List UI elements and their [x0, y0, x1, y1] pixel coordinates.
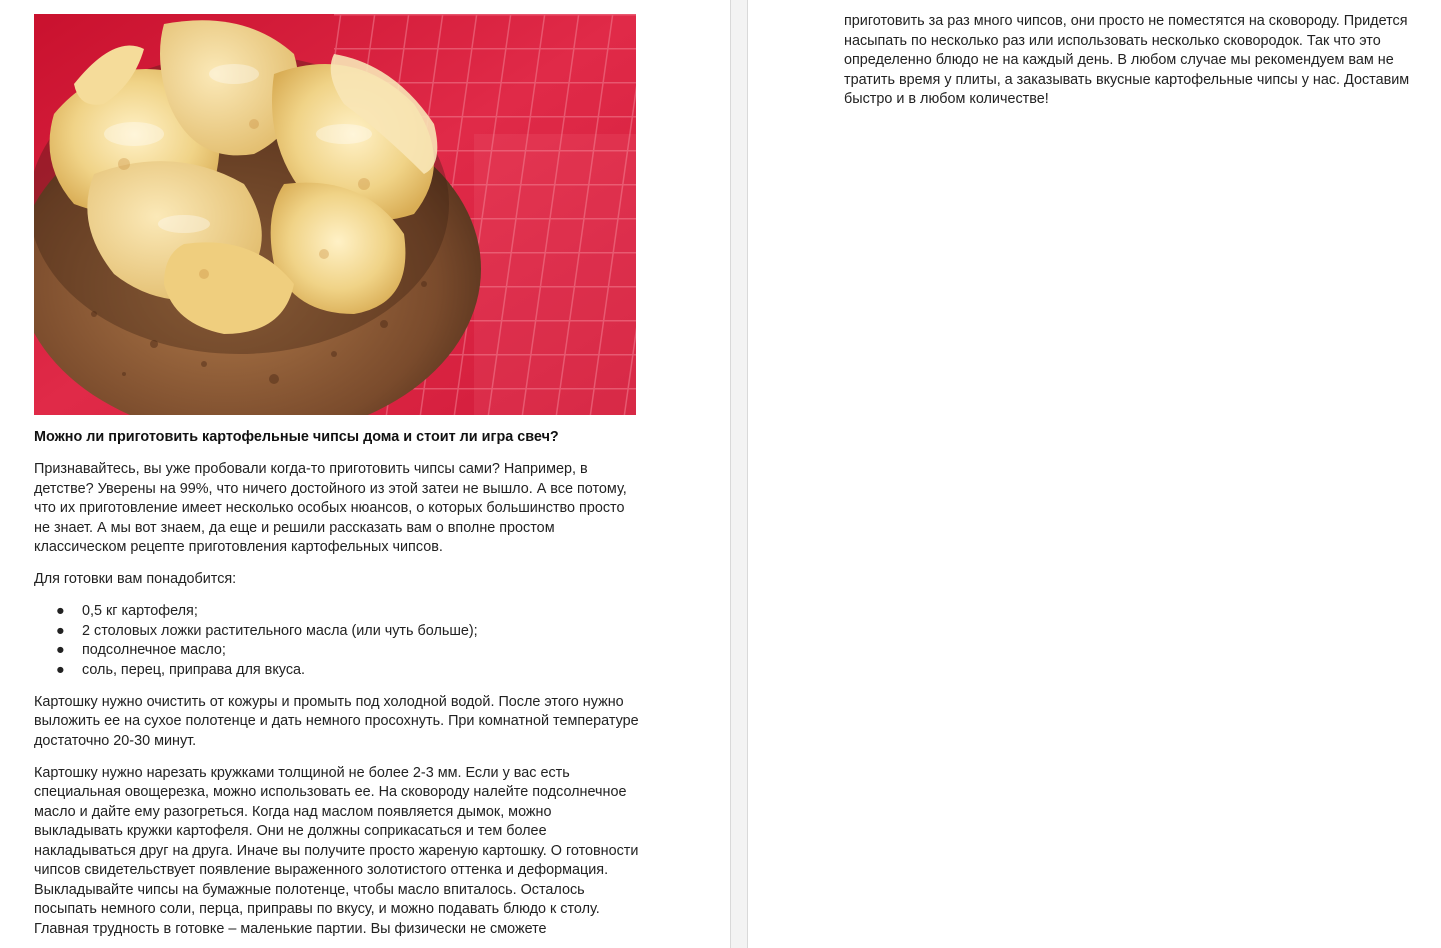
- document-page-right: [748, 0, 1441, 948]
- bullet-icon: ●: [56, 642, 65, 659]
- list-item-text: подсолнечное масло;: [82, 642, 226, 659]
- bullet-icon: ●: [56, 622, 65, 639]
- list-item: [34, 661, 644, 681]
- list-item: [34, 602, 644, 622]
- list-item-text: соль, перец, приправа для вкуса.: [82, 661, 306, 678]
- ingredients-list: [34, 602, 644, 680]
- article-heading: Можно ли приготовить картофельные чипсы дома и стоит ли игра свеч?: [34, 429, 559, 445]
- article-body: [34, 428, 644, 948]
- intro-paragraph: Признавайтесь, вы уже пробовали когда-то приготовить чипсы сами? Например, в детстве? Уверены на 99%, что ничего достойного из этой затеи не вышло. А все потому, что их приготовление имеет несколько особых нюансов, о которых большинство просто не знает. А мы вот знаем, да еще и решили рассказать вам о вполне простом классическом рецепте приготовления картофельных чипсов.: [34, 461, 627, 556]
- ingredients-intro: Для готовки вам понадобится:: [34, 571, 237, 588]
- list-item-text: 2 столовых ложки растительного масла (или чуть больше);: [82, 622, 478, 639]
- page-separator: [730, 0, 748, 948]
- chips-bowl-photo: [34, 14, 636, 415]
- list-item: [34, 622, 644, 642]
- bullet-icon: ●: [56, 603, 65, 620]
- list-item-text: 0,5 кг картофеля;: [82, 603, 198, 620]
- continuation-paragraph: приготовить за раз много чипсов, они просто не поместятся на сковороду. Придется насыпать по несколько раз или использовать несколько сковородок. Так что это определенно блюдо не на каждый день. В любом случае мы рекомендуем вам не тратить время у плиты, а заказывать вкусные картофельные чипсы у нас. Доставим быстро и в любом количестве!: [844, 13, 1410, 107]
- list-item: [34, 641, 644, 661]
- article-continuation: [844, 12, 1434, 110]
- bullet-icon: ●: [56, 661, 65, 678]
- step-paragraph-1: Картошку нужно очистить от кожуры и промыть под холодной водой. После этого нужно выложить ее на сухое полотенце и дать немного просохнуть. При комнатной температуре достаточно 20-30 минут.: [34, 693, 639, 749]
- step-paragraph-2: Картошку нужно нарезать кружками толщиной не более 2-3 мм. Если у вас есть специальная овощерезка, можно использовать ее. На сковороду налейте подсолнечное масло и дайте ему разогреться. Когда над маслом появляется дымок, можно выкладывать кружки картофеля. Они не должны соприкасаться и тем более накладываться друг на друга. Иначе вы получите просто жареную картошку. О готовности чипсов свидетельствует появление выраженного золотистого оттенка и деформация. Выкладывайте чипсы на бумажные полотенце, чтобы масло впиталось. Осталось посыпать немного соли, перца, приправы по вкусу, и можно подавать блюдо к столу. Главная трудность в готовке – маленькие партии. Вы физически не сможете: [34, 764, 639, 937]
